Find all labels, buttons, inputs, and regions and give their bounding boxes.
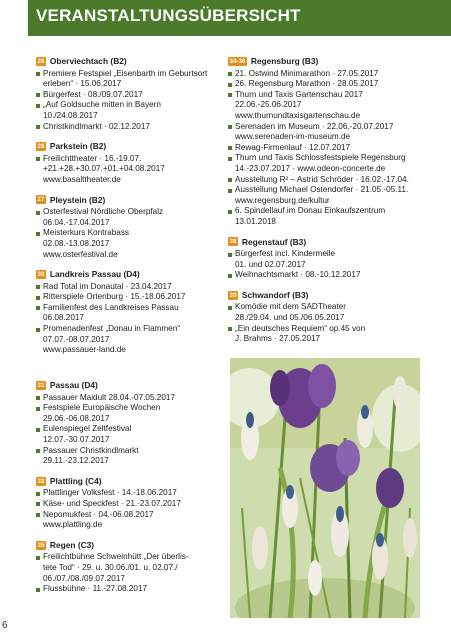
page-header <box>28 0 451 36</box>
event-detail: tete Tod“ · 29. u. 30.06./01. u. 02.07./ <box>43 562 178 572</box>
event-section <box>36 195 214 261</box>
event-item: Bürgerfest · 08./09.07.2017 <box>36 90 214 101</box>
event-item: Flussbühne · 11.-27.08.2017 <box>36 584 214 595</box>
event-detail: J. Brahms · 27.05.2017 <box>235 334 321 344</box>
event-section <box>36 476 214 531</box>
event-item: Rewag-Firmenlauf · 12.07.2017 <box>228 143 418 154</box>
event-item: Weihnachtsmarkt · 08.-10.12.2017 <box>228 270 418 281</box>
event-detail: erleben“ · 15.06.2017 <box>43 79 122 89</box>
event-item: „Auf Goldsuche mitten in Bayern <box>36 100 214 111</box>
event-detail: 01. und 02.07.2017 <box>235 259 306 269</box>
event-item: Ausstellung R² – Astrid Schröder · 16.02.-17.04. <box>228 175 418 186</box>
map-number-badge: 28 <box>37 142 45 150</box>
event-detail: 06.04.-17.04.2017 <box>43 217 110 227</box>
event-item: Passauer Christkindlmarkt <box>36 446 214 457</box>
event-detail: 29.11.-23.12.2017 <box>43 456 109 466</box>
event-item: Thurn und Taxis Schlossfestspiele Regensburg <box>228 153 418 164</box>
event-item: Freilichtbühne Schweinhütt „Der überlis- <box>36 552 214 563</box>
map-number-badge: 35 <box>37 541 45 549</box>
event-detail: www.basalttheater.de <box>43 174 121 184</box>
event-item: Thurn und Taxis Gartenschau 2017 <box>228 90 418 101</box>
event-detail: 14.-23.07.2017 · www.odeon-concerte.de <box>235 163 386 173</box>
event-section <box>36 141 214 185</box>
event-item: Osterfestival Nördliche Oberpfalz <box>36 207 214 218</box>
event-section <box>36 540 214 595</box>
section-title <box>228 56 418 67</box>
event-item: Christkindlmarkt · 02.12.2017 <box>36 122 214 133</box>
event-item: Plattlinger Volksfest · 14.-18.06.2017 <box>36 488 214 499</box>
event-detail: 10./24.08.2017 <box>43 110 98 120</box>
event-detail: +21.+28.+30.07.+01.+04.08.2017 <box>43 164 165 174</box>
event-item: Rad Total im Donautal · 23.04.2017 <box>36 282 214 293</box>
event-section <box>228 56 418 228</box>
event-section <box>36 380 214 467</box>
map-number-badge: 30 <box>37 270 45 278</box>
iris-photo-illustration <box>230 358 420 618</box>
event-detail: 13.01.2018 <box>235 216 276 226</box>
event-item: „Ein deutsches Requiem“ op.45 von <box>228 324 418 335</box>
map-number-badge: 38 <box>229 238 237 246</box>
section-title <box>36 141 214 152</box>
section-location: Oberviechtach (B2) <box>49 56 127 66</box>
event-detail: www.regensburg.de/kultur <box>235 195 330 205</box>
event-item: Eulenspiegel Zeltfestival <box>36 424 214 435</box>
section-location: Regen (C3) <box>49 539 95 550</box>
event-detail: 22.06.-25.06.2017 <box>235 100 302 110</box>
event-section <box>228 237 418 281</box>
event-detail: 07.07.-08.07.2017 <box>43 334 110 344</box>
event-detail: www.plattling.de <box>43 520 103 530</box>
event-detail: www.osterfestival.de <box>43 249 118 259</box>
event-detail: www.serenaden-im-museum.de <box>235 132 351 142</box>
event-item: 21. Ostwind Minimarathon · 27.05.2017 <box>228 69 418 80</box>
section-location: Pleystein (B2) <box>49 194 106 205</box>
event-item: Komödie mit dem SADTheater <box>228 302 418 313</box>
event-item: Freilichttheater · 16.-19.07. <box>36 154 214 165</box>
event-detail: www.passauer-land.de <box>43 345 126 355</box>
event-detail: 06./07./08./09.07.2017 <box>43 573 125 583</box>
event-section <box>36 56 214 132</box>
section-title <box>36 380 214 391</box>
events-column-left <box>36 56 214 365</box>
event-item: Nepomukfest · 04.-06.08.2017 <box>36 510 214 521</box>
event-item: Serenaden im Museum · 22.06.-20.07.2017 <box>228 122 418 133</box>
event-detail: 29.06.-06.08.2017 <box>43 413 110 423</box>
event-section <box>228 290 418 345</box>
event-detail: www.thurnundtaxisgartenschau.de <box>235 110 361 120</box>
section-location: Parkstein (B2) <box>49 141 107 152</box>
event-item: Familienfest des Landkreises Passau <box>36 303 214 314</box>
section-location: Passau (D4) <box>49 380 98 390</box>
section-location: Regensburg (B3) <box>250 56 319 66</box>
event-item: Bürgerfest incl. Kindermeile <box>228 249 418 260</box>
map-number-badge: 26 <box>37 57 45 65</box>
page-title: VERANSTALTUNGSÜBERSICHT <box>36 6 301 25</box>
map-number-badge: 34-36 <box>229 57 246 65</box>
iris-flowers-photo <box>230 358 420 618</box>
section-location: Landkreis Passau (D4) <box>49 269 140 280</box>
event-item: 26. Regensburg Marathon · 28.05.2017 <box>228 79 418 90</box>
page-number: 6 <box>2 620 8 631</box>
events-column-right <box>228 56 418 354</box>
event-item: Ausstellung Michael Ostendorfer · 21.05.-05.11. <box>228 185 418 196</box>
event-item: Passauer Maidult 28.04.-07.05.2017 <box>36 393 214 404</box>
event-item: Festspiele Europäische Wochen <box>36 403 214 414</box>
event-detail: 02.08.-13.08.2017 <box>43 238 110 248</box>
section-location: Plattling (C4) <box>49 475 102 486</box>
section-location: Schwandorf (B3) <box>241 289 309 300</box>
section-title <box>228 237 418 248</box>
section-title <box>36 195 214 206</box>
event-item: Promenadenfest „Donau in Flammen“ <box>36 324 214 335</box>
event-detail: 28./29.04. und 05./06.05.2017 <box>235 313 345 323</box>
section-title <box>228 290 418 301</box>
event-item: Meisterkurs Kontrabass <box>36 228 214 239</box>
event-detail: 06.08.2017 <box>43 313 84 323</box>
event-item: Käse- und Speckfest · 21.-23.07.2017 <box>36 499 214 510</box>
section-title <box>36 269 214 280</box>
event-item: Premiere Festspiel „Eisenbarth im Geburtsort <box>36 69 214 80</box>
event-detail: 12.07.-30.07.2017 <box>43 434 110 444</box>
event-item: Ritterspiele Ortenburg · 15.-18.06.2017 <box>36 292 214 303</box>
section-title <box>36 476 214 487</box>
map-number-badge: 27 <box>37 196 45 204</box>
section-location: Regenstauf (B3) <box>241 236 307 247</box>
map-number-badge: 32 <box>37 477 45 485</box>
event-section <box>36 269 214 356</box>
section-title <box>36 540 214 551</box>
events-column-left-lower <box>36 380 214 604</box>
map-number-badge: 31 <box>37 381 45 389</box>
section-title <box>36 56 214 67</box>
map-number-badge: 39 <box>229 291 237 299</box>
event-item: 6. Spindellauf im Donau Einkaufszentrum <box>228 206 418 217</box>
